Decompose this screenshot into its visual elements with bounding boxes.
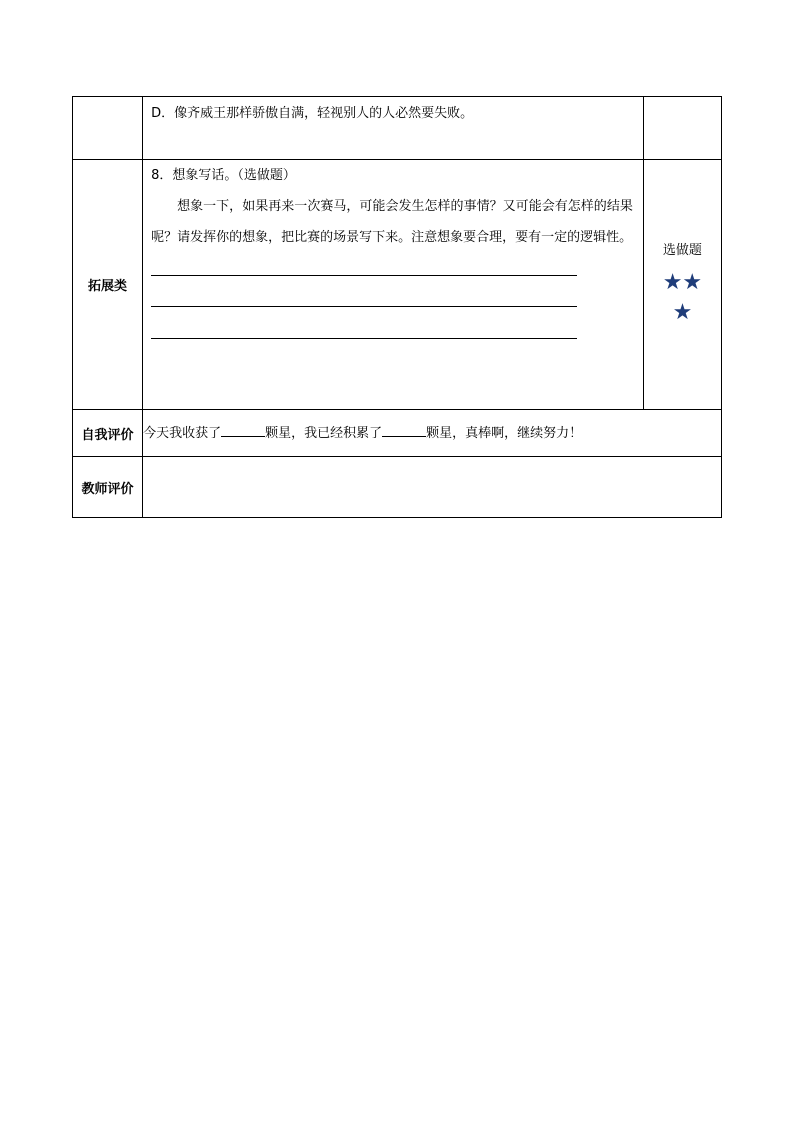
self-eval-part-c: 颗星，真棒啊，继续努力！: [426, 425, 583, 441]
table-row: [73, 160, 722, 410]
empty-star-cell: [643, 97, 721, 160]
self-eval-label: 自我评价: [73, 410, 143, 457]
table-row: [73, 97, 722, 160]
question-title: 8．想象写话。（选做题）: [151, 168, 296, 183]
stars-earned-blank[interactable]: [221, 424, 265, 437]
category-label: 拓展类: [73, 160, 143, 410]
writing-line[interactable]: [151, 306, 577, 307]
star-cell: [643, 160, 721, 410]
optional-label: 选做题: [662, 242, 702, 258]
self-eval-text: [143, 410, 722, 457]
star-icon: ★★: [662, 269, 703, 295]
writing-line[interactable]: [151, 338, 577, 339]
writing-line[interactable]: [151, 275, 577, 276]
self-eval-part-b: 颗星，我已经积累了: [265, 425, 383, 441]
table-row: [73, 410, 722, 457]
self-eval-part-a: 今天我收获了: [143, 425, 222, 441]
exercise-table: [72, 96, 722, 518]
option-cell: [143, 97, 644, 160]
empty-label-cell: [73, 97, 143, 160]
teacher-eval-label: 教师评价: [73, 457, 143, 518]
stars-total-blank[interactable]: [382, 424, 426, 437]
table-row: [73, 457, 722, 518]
question-cell: [143, 160, 644, 410]
question-body: 想象一下，如果再来一次赛马，可能会发生怎样的事情？又可能会有怎样的结果呢？请发挥你的想象，把比赛的场景写下来。注意想象要合理，要有一定的逻辑性。: [151, 199, 633, 245]
star-icon: ★: [672, 299, 693, 325]
teacher-eval-cell[interactable]: [143, 457, 722, 518]
option-d-text: D．像齐威王那样骄傲自满，轻视别人的人必然要失败。: [151, 106, 474, 121]
